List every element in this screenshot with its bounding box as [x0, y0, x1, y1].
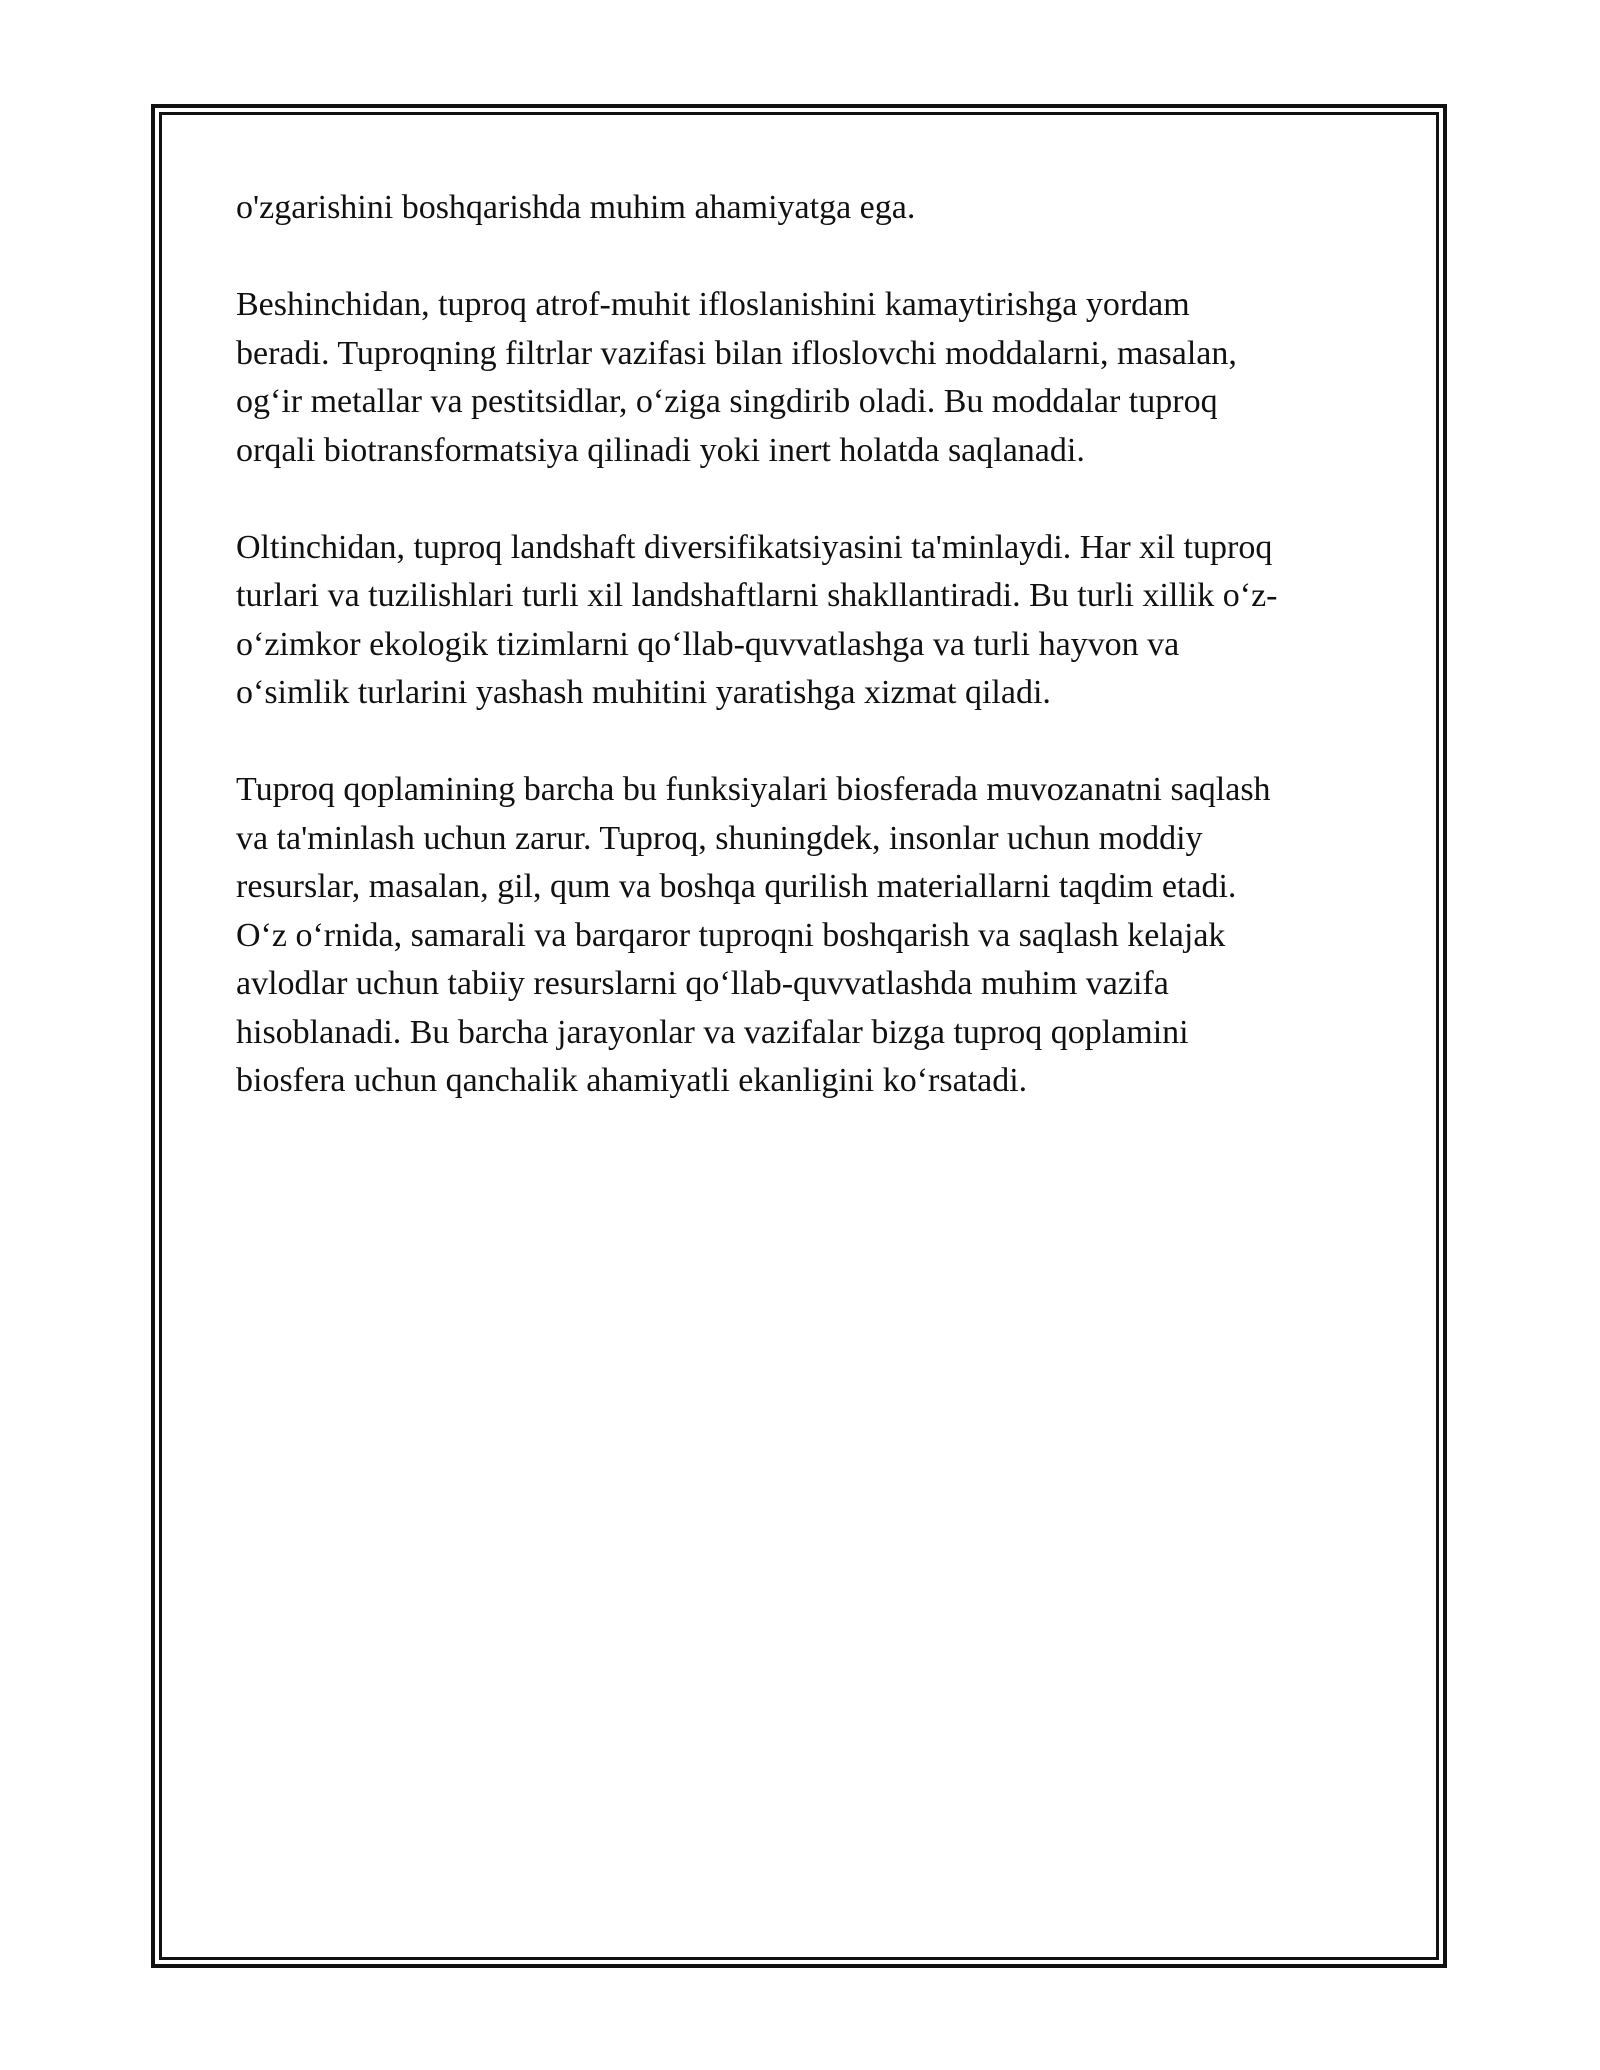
- text-line: orqali biotransformatsiya qilinadi yoki inert holatda saqlanadi.: [236, 431, 1085, 469]
- text-line: o‘simlik turlarini yashash muhitini yaratishga xizmat qiladi.: [236, 674, 1051, 711]
- paragraph-sixth: [236, 524, 1396, 718]
- paragraph-fifth: [236, 281, 1396, 475]
- text-line: avlodlar uchun tabiiy resurslarni qo‘llab-quvvatlashda muhim vazifa: [236, 965, 1169, 1002]
- text-line: resurslar, masalan, gil, qum va boshqa qurilish materiallarni taqdim etadi.: [236, 868, 1237, 905]
- paragraph-conclusion: [236, 766, 1396, 1106]
- text-line: O‘z o‘rnida, samarali va barqaror tuproqni boshqarish va saqlash kelajak: [236, 916, 1226, 954]
- text-line: o‘zimkor ekologik tizimlarni qo‘llab-quvvatlashga va turli hayvon va: [236, 625, 1180, 663]
- text-line: biosfera uchun qanchalik ahamiyatli ekanligini ko‘rsatadi.: [236, 1062, 1028, 1099]
- text-line: turlari va tuzilishlari turli xil landshaftlarni shakllantiradi. Bu turli xillik o‘z-: [236, 577, 1278, 614]
- text-line: hisoblanadi. Bu barcha jarayonlar va vazifalar bizga tuproq qoplamini: [236, 1013, 1189, 1051]
- text-line: va ta'minlash uchun zarur. Tuproq, shuningdek, insonlar uchun moddiy: [236, 819, 1203, 857]
- text-line: Beshinchidan, tuproq atrof-muhit ifloslanishini kamaytirishga yordam: [236, 286, 1190, 323]
- paragraph-continuation: [236, 184, 1396, 233]
- text-line: Oltinchidan, tuproq landshaft diversifikatsiyasini ta'minlaydi. Har xil tuproq: [236, 528, 1273, 566]
- text-line: beradi. Tuproqning filtrlar vazifasi bilan ifloslovchi moddalarni, masalan,: [236, 334, 1237, 372]
- document-body: [236, 184, 1396, 1154]
- text-line: Tuproq qoplamining barcha bu funksiyalari biosferada muvozanatni saqlash: [236, 771, 1271, 808]
- text-line: og‘ir metallar va pestitsidlar, o‘ziga singdirib oladi. Bu moddalar tuproq: [236, 383, 1218, 420]
- text-line: o'zgarishini boshqarishda muhim ahamiyatga ega.: [236, 189, 916, 226]
